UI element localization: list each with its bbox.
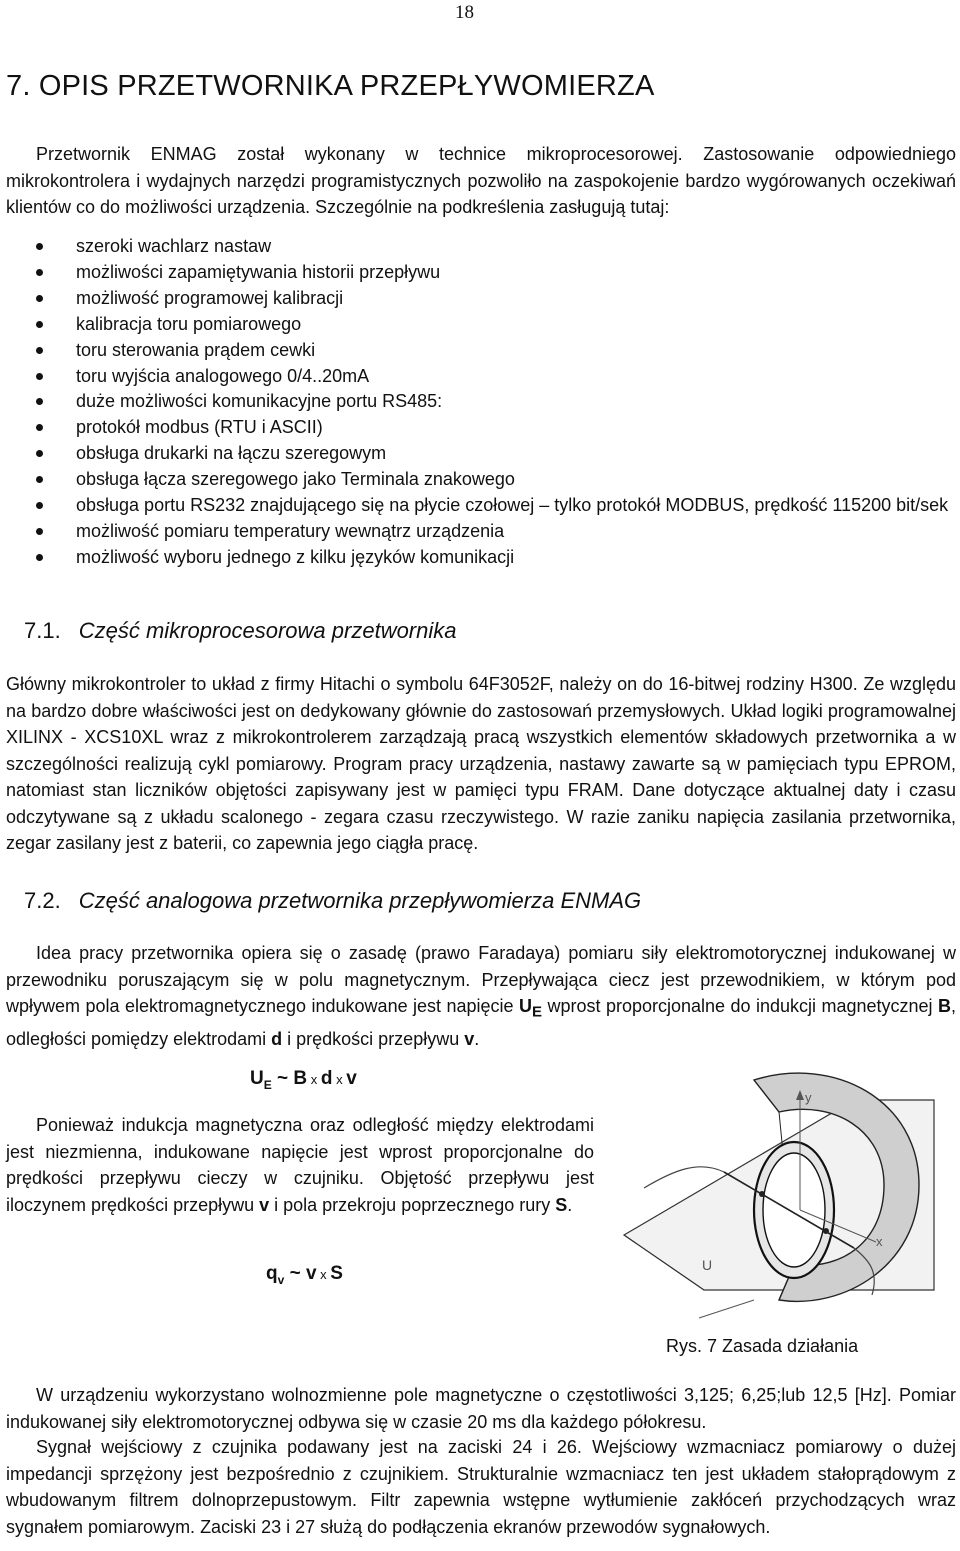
section-7-1-body: Główny mikrokontroler to układ z firmy Hitachi o symbolu 64F3052F, należy on do 16-bitwej rodziny H300. Ze względu na bardzo dobre właściwości jest on dedykowany głównie do zastosowań przemysłowych. Układ logiki programowalnej XILINX - XCS10XL wraz z mikrokontrolerem zarządzają pracą wszystkich elementów składowych przetwornika a w szczególności realizują cykl pomiarowy. Program pracy urządzenia, nastawy zawarte są w pamięciach typu EPROM, natomiast stan liczników objętości zapisywany jest w pamięci typu FRAM. Dane dotyczące aktualnej daty i czasu odczytywane są z układu scalonego - zegara czasu rzeczywistego. W razie zaniku napięcia zasilania przetwornika, zegar zasilany jest z baterii, co zapewnia jego ciągła pracę. [6, 674, 956, 853]
list-item: duże możliwości komunikacyjne portu RS485: [0, 389, 950, 415]
feature-list [0, 234, 950, 571]
list-item: protokół modbus (RTU i ASCII) [0, 415, 950, 441]
input-signal-paragraph: Sygnał wejściowy z czujnika podawany jest na zaciski 24 i 26. Wejściowy wzmacniacz pomiarowy o dużej impedancji sprzężony jest bezpośrednio z czujnikiem. Strukturalnie wzmacniacz ten jest układem stałoprądowym z wbudowanym filtrem dolnoprzepustowym. Filtr zapewnia wstępne wytłumienie zakłóceń przychodzących wraz sygnałem pomiarowym. Zaciski 23 i 27 służą do podłączenia ekranów przewodów sygnałowych. [6, 1437, 956, 1537]
faraday-paragraph: Idea pracy przetwornika opiera się o zasadę (prawo Faradaya) pomiaru siły elektromotorycznej indukowanej w przewodniku poruszającym się w polu magnetycznym. Przepływająca ciecz jest przewodnikiem, w którym pod wpływem pola elektromagnetycznego indukowane jest napięcie $U_E$ wprost proporcjonalne do indukcji magnetycznej B, odległości pomiędzy elektrodami d i prędkości przepływu v. [6, 943, 957, 1050]
section-7-1-heading [24, 618, 457, 644]
list-item: możliwość wyboru jednego z kilku języków komunikacji [0, 545, 950, 571]
formula-flow: $q_v$ ~ v x S [266, 1263, 343, 1287]
intro-paragraph: Przetwornik ENMAG został wykonany w technice mikroprocesorowej. Zastosowanie odpowiedniego mikrokontrolera i wydajnych narzędzi programistycznych pozwoliło na zaspokojenie bardzo wygórowanych oczekiwań klientów co do możliwości urządzenia. Szczególnie na podkreślenia zasługują tutaj: [6, 144, 956, 217]
chapter-heading: 7. OPIS PRZETWORNIKA PRZEPŁYWOMIERZA [6, 70, 655, 102]
figure-axis-x: x [876, 1234, 883, 1249]
formula-voltage: $U_E$ ~ B x d x v [250, 1068, 357, 1092]
frequency-paragraph: W urządzeniu wykorzystano wolnozmienne pole magnetyczne o częstotliwości 3,125; 6,25;lub 12,5 [Hz]. Pomiar indukowanej siły elektromotorycznej odbywa się w czasie 20 ms dla każdego półokresu. [6, 1385, 956, 1432]
list-item: szeroki wachlarz nastaw [0, 234, 950, 260]
page-number: 18 [455, 2, 474, 23]
figure-axis-y: y [805, 1090, 812, 1105]
section-title: Część mikroprocesorowa przetwornika [78, 618, 457, 643]
list-item: obsługa drukarki na łączu szeregowym [0, 441, 950, 467]
list-item: możliwość pomiaru temperatury wewnątrz urządzenia [0, 519, 950, 545]
list-item: toru wyjścia analogowego 0/4..20mA [0, 364, 950, 390]
volume-paragraph: Ponieważ indukcja magnetyczna oraz odległość między elektrodami jest niezmienna, indukowane napięcie jest wprost proporcjonalne do prędkości przepływu cieczy w czujniku. Objętość przepływu jest iloczynem prędkości przepływu v i pola przekroju poprzecznego rury S. [6, 1115, 594, 1215]
list-item: toru sterowania prądem cewki [0, 338, 950, 364]
section-number: 7.1. [24, 618, 61, 643]
list-item: obsługa łącza szeregowego jako Terminala znakowego [0, 467, 950, 493]
section-number: 7.2. [24, 888, 61, 913]
figure-label-u: U [702, 1257, 713, 1273]
principle-figure [604, 1060, 958, 1330]
list-item: możliwość programowej kalibracji [0, 286, 950, 312]
list-item: obsługa portu RS232 znajdującego się na płycie czołowej – tylko protokół MODBUS, prędkość 115200 bit/sek [0, 493, 950, 519]
section-title: Część analogowa przetwornika przepływomierza ENMAG [78, 888, 642, 913]
list-item: kalibracja toru pomiarowego [0, 312, 950, 338]
section-7-2-heading [24, 888, 641, 914]
figure-caption: Rys. 7 Zasada działania [666, 1336, 859, 1356]
list-item: możliwości zapamiętywania historii przepływu [0, 260, 950, 286]
